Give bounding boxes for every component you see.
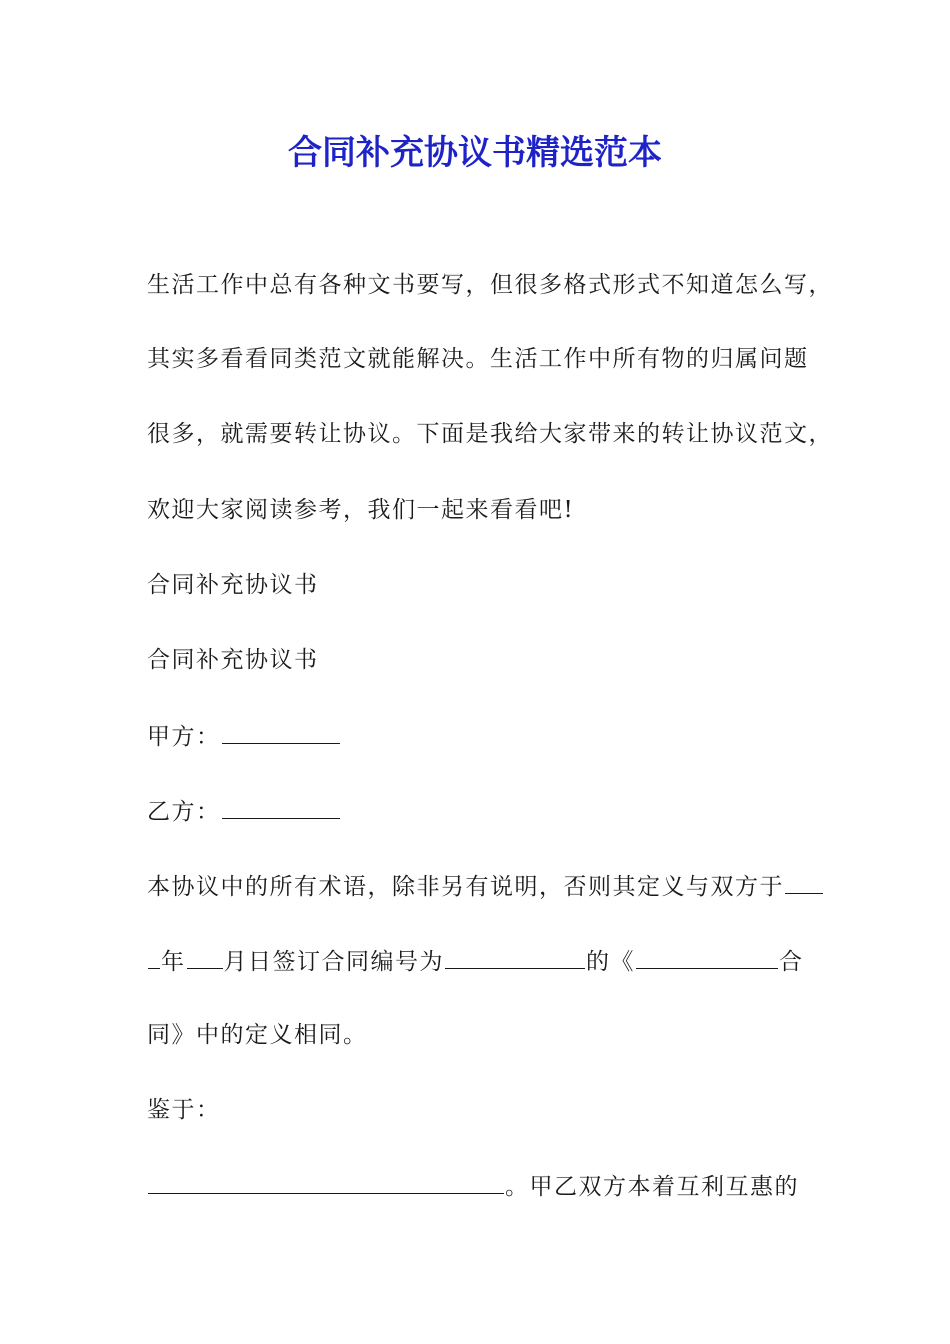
contract-label-start: 合 — [779, 949, 804, 975]
whereas-line — [147, 1169, 799, 1203]
party-a-label: 甲方： — [147, 724, 221, 750]
section-heading: 合同补充协议书 — [147, 572, 319, 598]
document-title: 合同补充协议书精选范本 — [288, 133, 662, 173]
party-b-line — [147, 794, 341, 828]
clause-line-1 — [147, 869, 824, 903]
month-blank — [187, 944, 223, 969]
party-a-line — [147, 719, 341, 753]
date-blank-part-1 — [785, 869, 823, 894]
intro-line-1: 生活工作中总有各种文书要写，但很多格式形式不知道怎么写， — [147, 272, 833, 298]
party-b-label: 乙方： — [147, 799, 221, 825]
intro-line-4: 欢迎大家阅读参考，我们一起来看看吧! — [147, 497, 575, 523]
clause-text-1: 本协议中的所有术语，除非另有说明，否则其定义与双方于 — [147, 874, 784, 900]
contract-name-blank — [636, 944, 778, 969]
month-day-label: 月日签订合同编号为 — [223, 949, 444, 975]
whereas-tail: 。甲乙双方本着互利互惠的 — [505, 1174, 799, 1200]
agreement-heading: 合同补充协议书 — [147, 647, 319, 673]
contract-number-blank — [445, 944, 585, 969]
clause-line-3: 同》中的定义相同。 — [147, 1022, 368, 1048]
year-label: 年 — [161, 949, 186, 975]
whereas-label: 鉴于： — [147, 1097, 221, 1123]
clause-line-2 — [147, 944, 804, 978]
date-blank-part-2 — [148, 944, 160, 969]
intro-line-2: 其实多看看同类范文就能解决。生活工作中所有物的归属问题 — [147, 346, 809, 372]
party-b-blank — [222, 794, 340, 819]
intro-line-3: 很多，就需要转让协议。下面是我给大家带来的转让协议范文， — [147, 421, 833, 447]
party-a-blank — [222, 719, 340, 744]
of-label: 的《 — [586, 949, 635, 975]
whereas-blank — [148, 1169, 504, 1194]
